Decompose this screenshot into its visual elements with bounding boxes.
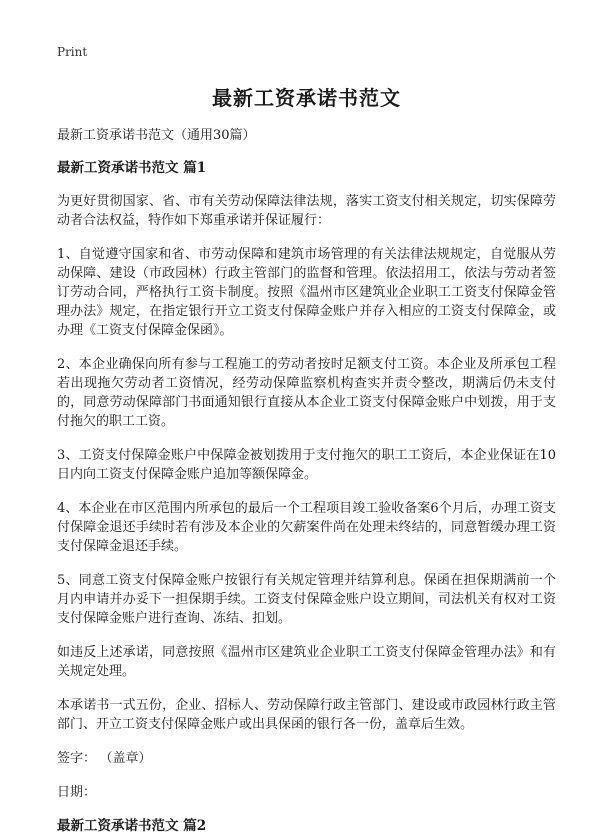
date-line: [57, 783, 556, 802]
paragraph-clause-5: 5、同意工资支付保障金账户按银行有关规定管理并结算利息。保函在担保期满前一个月内申请并办妥下一担保期手续。工资支付保障金账户设立期间，司法机关有权对工资支付保障金账户进行查询、冻结、扣划。: [57, 573, 556, 626]
paragraph-violation: 如违反上述承诺，同意按照《温州市区建筑业企业职工工资支付保障金管理办法》和有关规定处理。: [57, 645, 556, 679]
signature-line: [57, 749, 556, 768]
print-link[interactable]: Print: [57, 45, 88, 59]
paragraph-copies: 本承诺书一式五份，企业、招标人、劳动保障行政主管部门、建设或市政园林行政主管部门、开立工资支付保障金账户或出具保函的银行各一份，盖章后生效。: [57, 698, 556, 732]
document-subtitle: 最新工资承诺书范文（通用30篇）: [57, 128, 256, 143]
paragraph-clause-4: 4、本企业在市区范围内所承包的最后一个工程项目竣工验收备案6个月后，办理工资支付保障金退还手续时若有涉及本企业的欠薪案件尚在处理未终结的，同意暂缓办理工资支付保障金退还手续。: [57, 501, 556, 554]
signature-value: （盖章）: [106, 751, 152, 766]
date-label: 日期：: [57, 785, 97, 800]
signature-label: 签字：: [57, 751, 97, 766]
document-title: 最新工资承诺书范文: [212, 86, 401, 110]
paragraph-clause-2: 2、本企业确保向所有参与工程施工的劳动者按时足额支付工资。本企业及所承包工程若出现拖欠劳动者工资情况，经劳动保障监察机构查实并责令整改，期满后仍未支付的，同意劳动保障部门书面通知银行直接从本企业工资支付保障金账户中划拨，用于支付拖欠的职工工资。: [57, 357, 556, 429]
paragraph-clause-3: 3、工资支付保障金账户中保障金被划拨用于支付拖欠的职工工资后，本企业保证在10日内向工资支付保障金账户追加等额保障金。: [57, 448, 556, 482]
section-heading-2: 最新工资承诺书范文 篇2: [57, 818, 207, 834]
paragraph-clause-1: 1、自觉遵守国家和省、市劳动保障和建筑市场管理的有关法律法规规定，自觉服从劳动保障、建设（市政园林）行政主管部门的监督和管理。依法招用工，依法与劳动者签订劳动合同，严格执行工资卡制度。按照《温州市区建筑业企业职工工资支付保障金管理办法》规定，在指定银行开立工资支付保障金账户并存入相应的工资支付保障金，或办理《工资支付保障金保函》。: [57, 247, 556, 338]
section-heading-1: 最新工资承诺书范文 篇1: [57, 160, 207, 176]
paragraph-intro: 为更好贯彻国家、省、市有关劳动保障法律法规，落实工资支付相关规定，切实保障劳动者合法权益，特作如下郑重承诺并保证履行：: [57, 194, 556, 228]
